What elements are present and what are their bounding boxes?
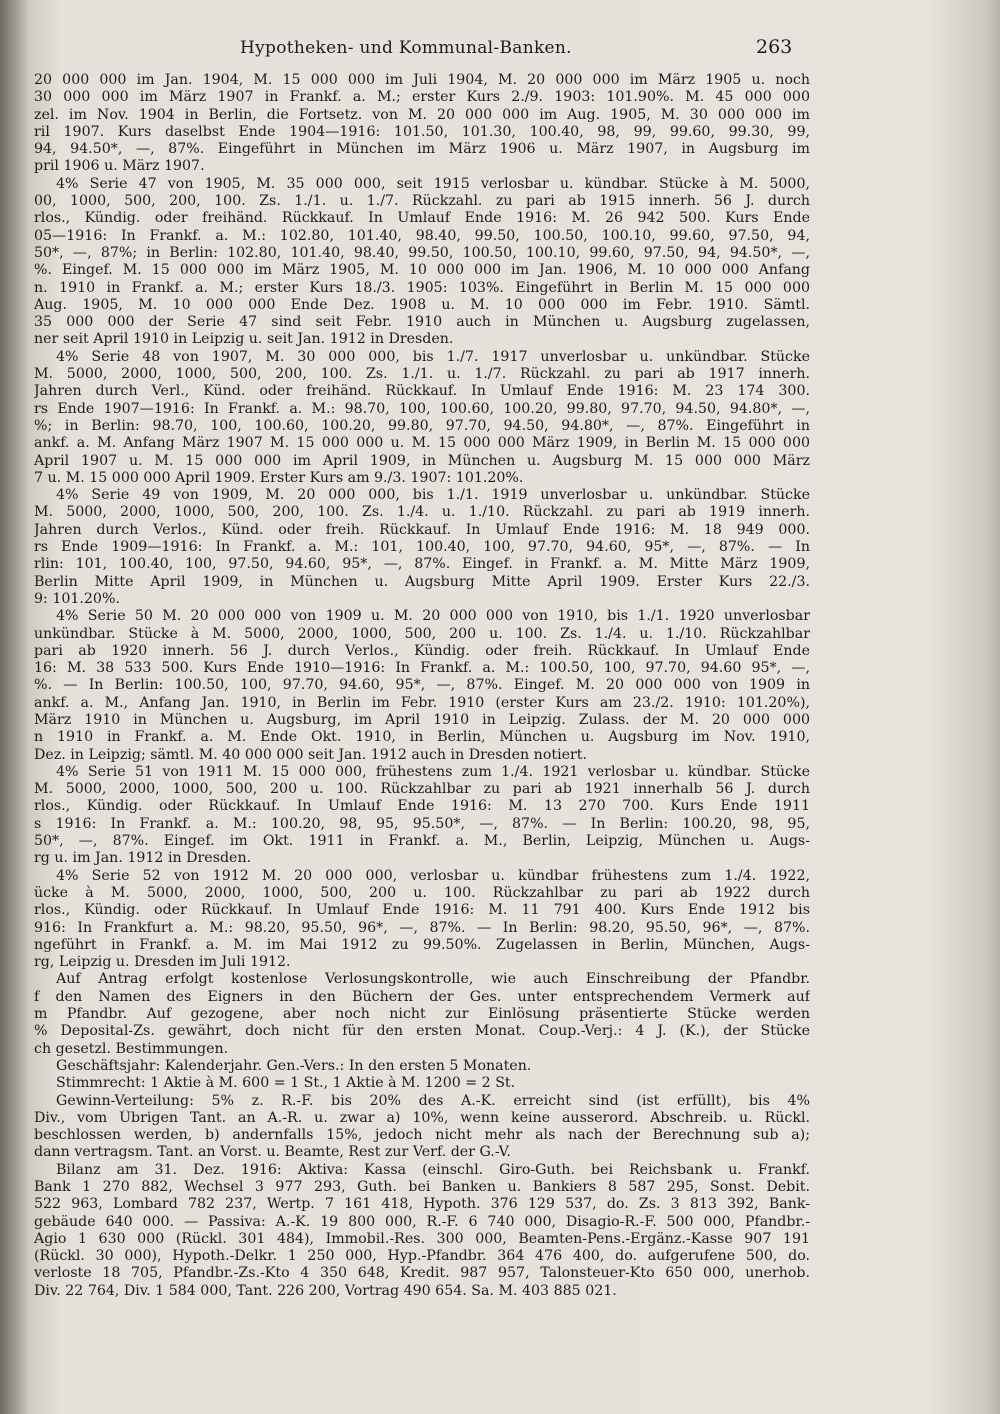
text-line: rlin: 101, 100.40, 100, 97.50, 94.60, 95*, —, 87%. Eingef. in Frankf. a. M. Mitte März 1909, — [34, 556, 810, 573]
text-line: gebäude 640 000. — Passiva: A.-K. 19 800 000, R.-F. 6 740 000, Disagio-R.-F. 500 000, Pfandbr.- — [34, 1213, 810, 1230]
text-line: s 1916: In Frankf. a. M.: 100.20, 98, 95, 95.50*, —, 87%. — In Berlin: 100.20, 98, 95, — [34, 815, 810, 832]
text-line: 9: 101.20%. — [34, 590, 120, 607]
text-line: Jahren durch Verl., Künd. oder freihänd. Rückkauf. In Umlauf Ende 1916: M. 23 174 300. — [34, 383, 810, 400]
text-line: rs Ende 1907—1916: In Frankf. a. M.: 98.70, 100, 100.60, 100.20, 99.80, 97.70, 94.50, 94.80*, —, — [34, 400, 810, 417]
text-line: 00, 1000, 500, 200, 100. Zs. 1./1. u. 1./7. Rückzahl. zu pari ab 1915 innerh. 56 J. durch — [34, 193, 810, 210]
text-line: ch gesetzl. Bestimmungen. — [34, 1040, 229, 1057]
page-number: 263 — [756, 36, 793, 58]
text-line: 20 000 000 im Jan. 1904, M. 15 000 000 im Juli 1904, M. 20 000 000 im März 1905 u. noch — [34, 72, 810, 88]
text-line: 30 000 000 im März 1907 in Frankf. a. M.; erster Kurs 2./9. 1903: 101.90%. M. 45 000 000 — [34, 89, 810, 106]
text-line: 522 963, Lombard 782 237, Wertp. 7 161 418, Hypoth. 376 129 537, do. Zs. 3 813 392, Bank- — [34, 1196, 810, 1213]
text-line: 16: M. 38 533 500. Kurs Ende 1910—1916: In Frankf. a. M.: 100.50, 100, 97.70, 94.60 95*, —, — [34, 660, 810, 677]
text-line: Jahren durch Verlos., Künd. oder freih. Rückkauf. In Umlauf Ende 1916: M. 18 949 000. — [34, 521, 810, 538]
text-line: unkündbar. Stücke à M. 5000, 2000, 1000, 500, 200 u. 100. Zs. 1./4. u. 1./10. Rückzahlbar — [34, 625, 810, 642]
text-line: Dez. in Leipzig; sämtl. M. 40 000 000 seit Jan. 1912 auch in Dresden notiert. — [34, 746, 587, 763]
text-line: 4% Serie 47 von 1905, M. 35 000 000, seit 1915 verlosbar u. kündbar. Stücke à M. 5000, — [56, 175, 810, 192]
text-line: 916: In Frankfurt a. M.: 98.20, 95.50, 96*, —, 87%. — In Berlin: 98.20, 95.50, 96*, —, 87%. — [34, 919, 810, 936]
text-line: M. 5000, 2000, 1000, 500, 200, 100. Zs. 1./1. u. 1./7. Rückzahl. zu pari ab 1917 innerh. — [34, 366, 810, 383]
text-line: 05—1916: In Frankf. a. M.: 102.80, 101.40, 98.40, 99.50, 100.50, 100.10, 99.60, 97.50, 94, — [34, 227, 810, 244]
text-line: Bilanz am 31. Dez. 1916: Aktiva: Kassa (einschl. Giro-Guth. bei Reichsbank u. Frankf. — [56, 1161, 810, 1178]
text-line: Agio 1 630 000 (Rückl. 301 484), Immobil.-Res. 300 000, Beamten-Pens.-Ergänz.-Kasse 907 191 — [34, 1230, 810, 1247]
text-line: ankf. a. M. Anfang März 1907 M. 15 000 000 u. M. 15 000 000 März 1909, in Berlin M. 15 000 000 — [34, 435, 810, 452]
text-line: M. 5000, 2000, 1000, 500, 200, 100. Zs. 1./4. u. 1./10. Rückzahl. zu pari ab 1919 innerh. — [34, 504, 810, 521]
text-line: 4% Serie 49 von 1909, M. 20 000 000, bis 1./1. 1919 unverlosbar u. unkündbar. Stücke — [56, 487, 810, 504]
text-line: rs Ende 1909—1916: In Frankf. a. M.: 101, 100.40, 100, 97.70, 94.60, 95*, —, 87%. — In — [34, 539, 810, 556]
text-line: 35 000 000 der Serie 47 sind seit Febr. 1910 auch in München u. Augsburg zugelassen, — [34, 314, 810, 331]
body-text — [34, 72, 810, 1300]
text-line: 4% Serie 51 von 1911 M. 15 000 000, frühestens zum 1./4. 1921 verlosbar u. kündbar. Stücke — [56, 763, 810, 780]
text-line: ner seit April 1910 in Leipzig u. seit Jan. 1912 in Dresden. — [34, 331, 454, 348]
text-line: Auf Antrag erfolgt kostenlose Verlosungskontrolle, wie auch Einschreibung der Pfandbr. — [56, 971, 810, 988]
text-line: Gewinn-Verteilung: 5% z. R.-F. bis 20% des A.-K. erreicht sind (ist erfüllt), bis 4% — [56, 1092, 810, 1109]
text-line: n. 1910 in Frankf. a. M.; erster Kurs 18./3. 1905: 103%. Eingeführt in Berlin M. 15 000 000 — [34, 279, 810, 296]
text-line: %; in Berlin: 98.70, 100, 100.60, 100.20, 99.80, 97.70, 94.50, 94.80*, —, 87%. Eingeführt in — [34, 417, 810, 434]
text-line: 7 u. M. 15 000 000 April 1909. Erster Kurs am 9./3. 1907: 101.20%. — [34, 469, 524, 486]
text-line: ücke à M. 5000, 2000, 1000, 500, 200 u. 100. Rückzahlbar zu pari ab 1922 durch — [34, 884, 810, 901]
text-line: beschlossen werden, b) andernfalls 15%, jedoch nicht mehr als nach der Berechnung sub a); — [34, 1127, 810, 1144]
text-line: 50*, —, 87%. Eingef. im Okt. 1911 in Frankf. a. M., Berlin, Leipzig, München u. Augs- — [34, 833, 810, 850]
text-line: rg, Leipzig u. Dresden im Juli 1912. — [34, 954, 291, 971]
text-line: Berlin Mitte April 1909, in München u. Augsburg Mitte April 1909. Erster Kurs 22./3. — [34, 573, 810, 590]
text-line: 4% Serie 52 von 1912 M. 20 000 000, verlosbar u. kündbar frühestens zum 1./4. 1922, — [56, 867, 810, 884]
text-line: %. — In Berlin: 100.50, 100, 97.70, 94.60, 95*, —, 87%. Eingef. M. 20 000 000 von 1909 in — [34, 677, 810, 694]
text-line: m Pfandbr. Auf gezogene, aber noch nicht zur Einlösung präsentierte Stücke werden — [34, 1006, 810, 1023]
running-title: Hypotheken- und Kommunal-Banken. — [240, 38, 572, 58]
text-line: Geschäftsjahr: Kalenderjahr. Gen.-Vers.: In den ersten 5 Monaten. — [56, 1057, 532, 1074]
text-line: ngeführt in Frankf. a. M. im Mai 1912 zu 99.50%. Zugelassen in Berlin, München, Augs- — [34, 936, 810, 953]
text-line: n 1910 in Frankf. a. M. Ende Okt. 1910, in Berlin, München u. Augsburg im Nov. 1910, — [34, 729, 810, 746]
text-line: % Deposital-Zs. gewährt, doch nicht für den ersten Monat. Coup.-Verj.: 4 J. (K.), der Stücke — [34, 1023, 810, 1040]
text-line: M. 5000, 2000, 1000, 500, 200 u. 100. Rückzahlbar zu pari ab 1921 innerhalb 56 J. durch — [34, 781, 810, 798]
text-line: 4% Serie 48 von 1907, M. 30 000 000, bis 1./7. 1917 unverlosbar u. unkündbar. Stücke — [56, 348, 810, 365]
text-line: Aug. 1905, M. 10 000 000 Ende Dez. 1908 u. M. 10 000 000 im Febr. 1910. Sämtl. — [34, 296, 810, 313]
text-line: f den Namen des Eigners in den Büchern der Ges. unter entsprechendem Vermerk auf — [34, 988, 810, 1005]
text-line: 50*, —, 87%; in Berlin: 102.80, 101.40, 98.40, 99.50, 100.50, 100.10, 99.60, 97.50, 94, 94.50*, —, — [34, 244, 810, 261]
text-line: 4% Serie 50 M. 20 000 000 von 1909 u. M. 20 000 000 von 1910, bis 1./1. 1920 unverlosbar — [56, 608, 810, 625]
text-line: rlos., Kündig. oder Rückkauf. In Umlauf Ende 1916: M. 11 791 400. Kurs Ende 1912 bis — [34, 902, 810, 919]
text-line: Stimmrecht: 1 Aktie à M. 600 = 1 St., 1 Aktie à M. 1200 = 2 St. — [56, 1075, 516, 1092]
page-header — [0, 30, 1000, 70]
text-line: (Rückl. 30 000), Hypoth.-Delkr. 1 250 000, Hyp.-Pfandbr. 364 476 400, do. aufgerufene 500, do. — [34, 1248, 810, 1265]
text-line: Div., vom Übrigen Tant. an A.-R. u. zwar a) 10%, wenn keine ausserord. Abschreib. u. Rückl. — [34, 1109, 810, 1126]
text-line: rg u. im Jan. 1912 in Dresden. — [34, 850, 252, 867]
text-line: März 1910 in München u. Augsburg, im April 1910 in Leipzig. Zulass. der M. 20 000 000 — [34, 711, 810, 728]
text-line: April 1907 u. M. 15 000 000 im April 1909, in München u. Augsburg M. 15 000 000 März — [34, 452, 810, 469]
text-line: rlos., Kündig. oder Rückkauf. In Umlauf Ende 1916: M. 13 270 700. Kurs Ende 1911 — [34, 798, 810, 815]
text-line: pril 1906 u. März 1907. — [34, 158, 205, 175]
text-line: ankf. a. M., Anfang Jan. 1910, in Berlin im Febr. 1910 (erster Kurs am 23./2. 1910: 101.20%), — [34, 694, 810, 711]
text-line: rlos., Kündig. oder freihänd. Rückkauf. In Umlauf Ende 1916: M. 26 942 500. Kurs Ende — [34, 210, 810, 227]
text-line: ril 1907. Kurs daselbst Ende 1904—1916: 101.50, 101.30, 100.40, 98, 99, 99.60, 99.30, 99, — [34, 123, 810, 140]
text-line: %. Eingef. M. 15 000 000 im März 1905, M. 10 000 000 im Jan. 1906, M. 10 000 000 Anfang — [34, 262, 810, 279]
text-line: Bank 1 270 882, Wechsel 3 977 293, Guth. bei Banken u. Bankiers 8 587 295, Sonst. Debit. — [34, 1179, 810, 1195]
text-line: pari ab 1920 innerh. 56 J. durch Verlos., Kündig. oder freih. Rückkauf. In Umlauf Ende — [34, 642, 810, 659]
text-line: dann vertragsm. Tant. an Vorst. u. Beamte, Rest zur Verf. der G.-V. — [34, 1144, 511, 1161]
text-line: 94, 94.50*, —, 87%. Eingeführt in München im März 1906 u. März 1907, in Augsburg im — [34, 141, 810, 158]
text-line: verloste 18 705, Pfandbr.-Zs.-Kto 4 350 648, Kredit. 987 957, Talonsteuer-Kto 650 000, unerhob. — [34, 1265, 810, 1282]
text-line: Div. 22 764, Div. 1 584 000, Tant. 226 200, Vortrag 490 654. Sa. M. 403 885 021. — [34, 1282, 617, 1299]
text-line: zel. im Nov. 1904 in Berlin, die Fortsetz. von M. 20 000 000 im Aug. 1905, M. 30 000 000 im — [34, 106, 810, 123]
